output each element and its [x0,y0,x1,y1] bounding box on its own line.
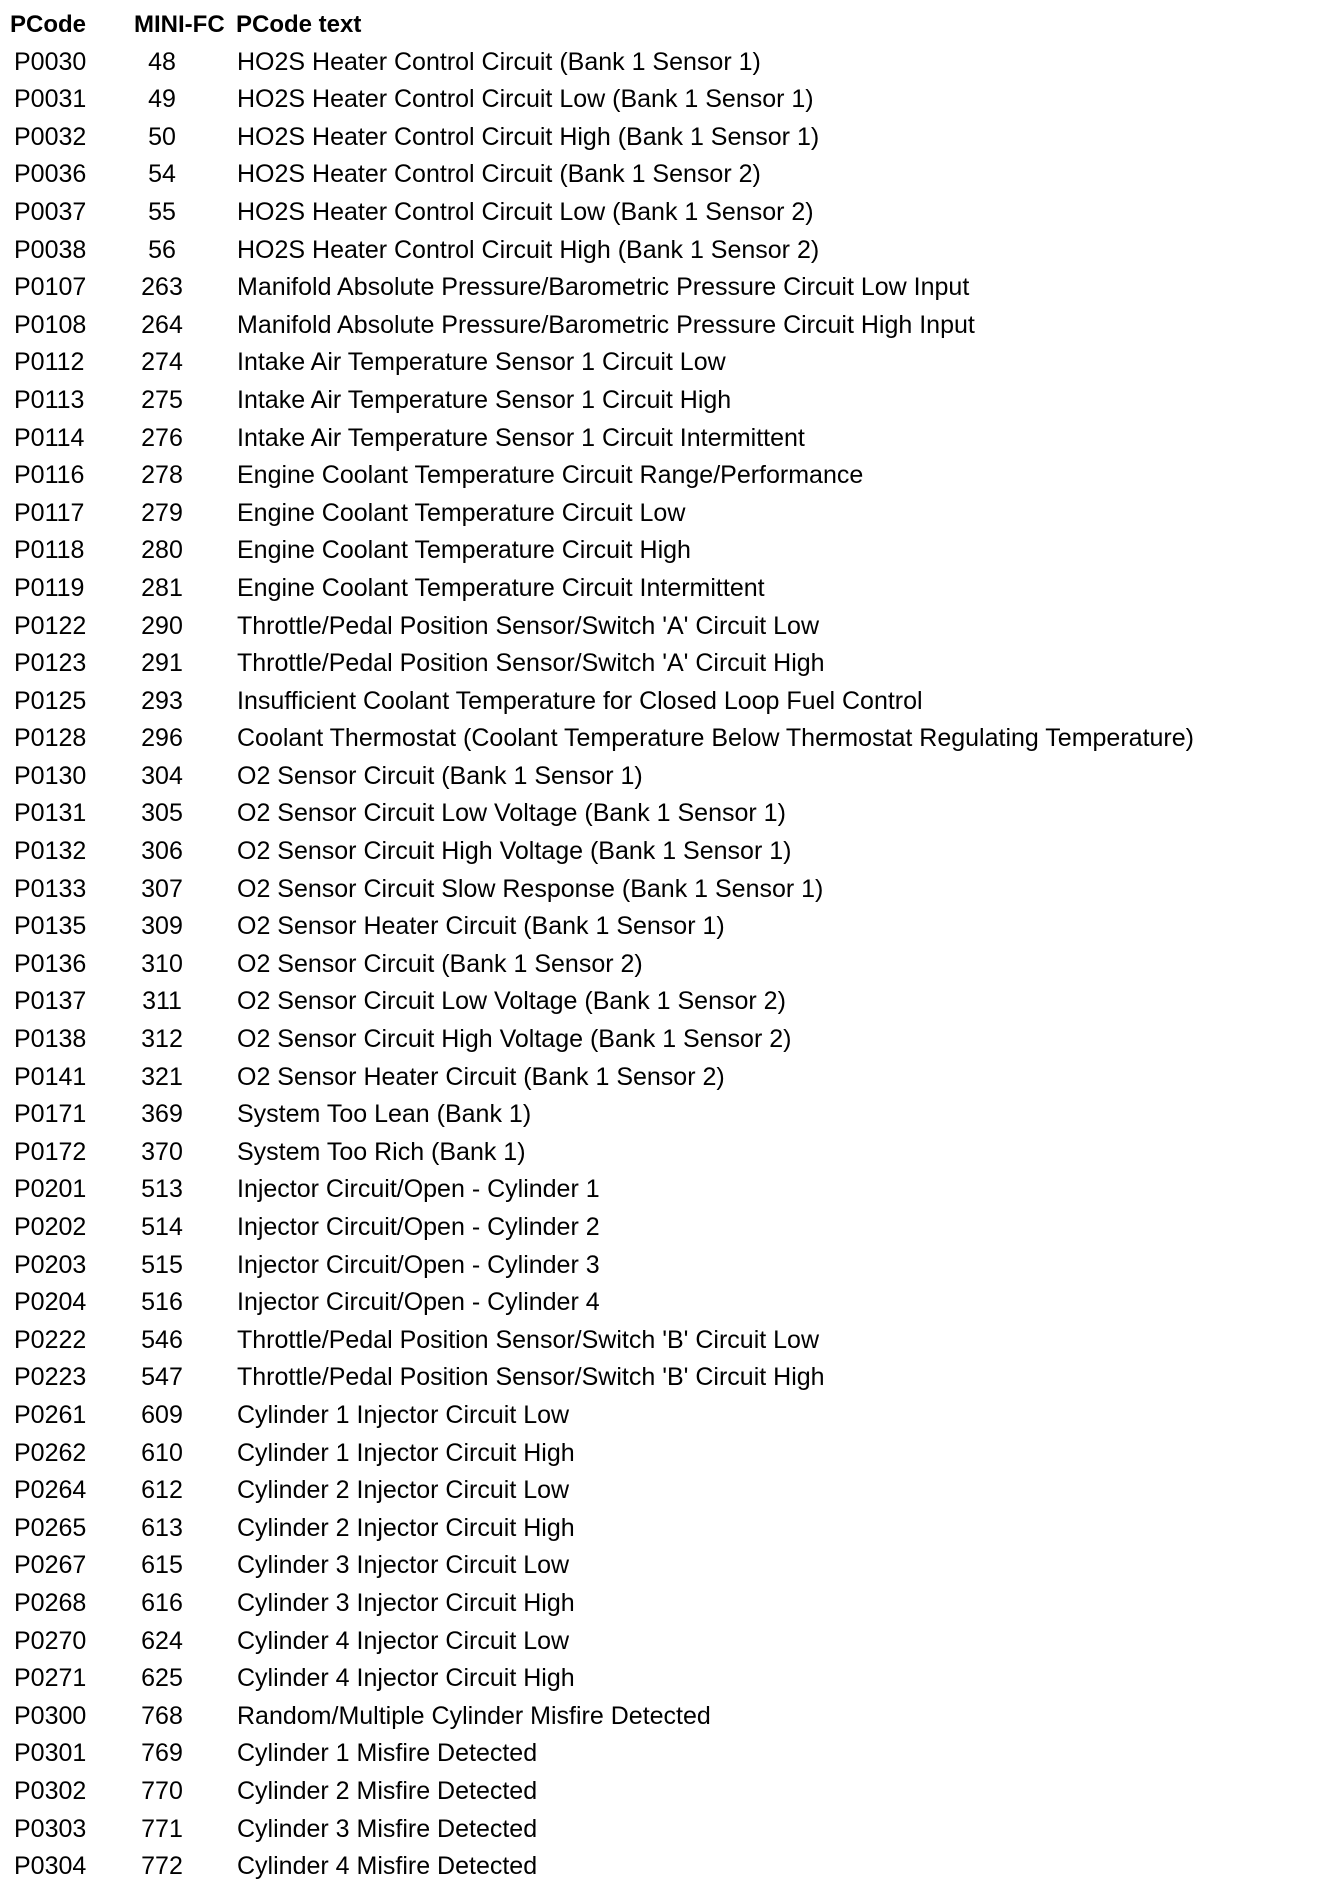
pcode-cell: P0038 [14,235,87,264]
pcode-cell: P0268 [14,1588,87,1617]
header-pcode-text: PCode text [236,11,362,38]
pcode-cell: P0222 [14,1325,87,1354]
pcode-cell: P0141 [14,1062,87,1091]
pcode-text-cell: Manifold Absolute Pressure/Barometric Pressure Circuit Low Input [237,273,970,302]
minifc-cell: 274 [141,348,183,377]
pcode-cell: P0130 [14,761,87,790]
pcode-cell: P0138 [14,1025,87,1054]
pcode-cell: P0203 [14,1250,87,1279]
minifc-cell: 369 [141,1100,183,1129]
minifc-cell: 370 [141,1137,183,1166]
pcode-text-cell: Engine Coolant Temperature Circuit Low [237,498,686,527]
pcode-text-cell: HO2S Heater Control Circuit (Bank 1 Sensor 1) [237,47,761,76]
pcode-cell: P0265 [14,1513,87,1542]
pcode-cell: P0223 [14,1363,87,1392]
pcode-cell: P0108 [14,310,87,339]
minifc-cell: 306 [141,837,183,866]
minifc-cell: 48 [148,47,176,76]
pcode-text-cell: Cylinder 3 Injector Circuit High [237,1588,575,1617]
minifc-cell: 280 [141,536,183,565]
pcode-text-cell: Injector Circuit/Open - Cylinder 1 [237,1175,600,1204]
pcode-text-cell: Throttle/Pedal Position Sensor/Switch 'A' Circuit Low [237,611,820,640]
minifc-cell: 610 [141,1438,183,1467]
pcode-cell: P0036 [14,160,87,189]
pcode-text-cell: Cylinder 2 Misfire Detected [237,1776,538,1805]
pcode-text-cell: Throttle/Pedal Position Sensor/Switch 'A' Circuit High [237,649,825,678]
pcode-cell: P0270 [14,1626,87,1655]
pcode-cell: P0128 [14,724,87,753]
minifc-cell: 281 [141,573,183,602]
pcode-text-cell: Random/Multiple Cylinder Misfire Detected [237,1701,711,1730]
pcode-cell: P0301 [14,1739,87,1768]
pcode-cell: P0303 [14,1814,87,1843]
pcode-cell: P0267 [14,1551,87,1580]
pcode-cell: P0131 [14,799,87,828]
pcode-text-cell: O2 Sensor Circuit Low Voltage (Bank 1 Sensor 2) [237,987,786,1016]
minifc-cell: 264 [141,310,183,339]
pcode-cell: P0201 [14,1175,87,1204]
header-minifc: MINI-FC [134,11,225,38]
header-pcode: PCode [10,11,87,38]
pcode-cell: P0113 [14,385,85,414]
pcode-text-cell: System Too Rich (Bank 1) [237,1137,526,1166]
pcode-cell: P0264 [14,1476,87,1505]
pcode-cell: P0202 [14,1213,87,1241]
pcode-text-cell: Cylinder 4 Injector Circuit High [237,1664,575,1693]
minifc-cell: 513 [141,1175,183,1204]
pcode-text-cell: Cylinder 4 Injector Circuit Low [237,1626,570,1655]
pcode-text-cell: Intake Air Temperature Sensor 1 Circuit Intermittent [237,423,805,452]
pcode-cell: P0302 [14,1776,87,1805]
pcode-text-cell: HO2S Heater Control Circuit Low (Bank 1 Sensor 1) [237,85,814,114]
pcode-cell: P0137 [14,987,87,1016]
pcode-text-cell: Insufficient Coolant Temperature for Closed Loop Fuel Control [237,686,923,715]
pcode-text-cell: Cylinder 3 Injector Circuit Low [237,1551,570,1580]
pcode-text-cell: Engine Coolant Temperature Circuit Range/Performance [237,461,864,490]
pcode-cell: P0262 [14,1438,87,1467]
minifc-cell: 613 [141,1513,183,1542]
minifc-cell: 275 [141,385,183,414]
pcode-text-cell: Cylinder 1 Injector Circuit High [237,1438,575,1467]
minifc-cell: 321 [141,1062,183,1091]
pcode-text-cell: O2 Sensor Circuit Slow Response (Bank 1 Sensor 1) [237,874,824,903]
minifc-cell: 624 [141,1626,183,1655]
minifc-cell: 515 [141,1250,183,1279]
pcode-cell: P0171 [14,1100,87,1129]
pcode-text-cell: Injector Circuit/Open - Cylinder 2 [237,1213,600,1241]
pcode-text-cell: Manifold Absolute Pressure/Barometric Pressure Circuit High Input [237,310,975,339]
minifc-cell: 772 [141,1852,183,1881]
minifc-cell: 312 [141,1025,183,1054]
pcode-text-cell: System Too Lean (Bank 1) [237,1100,532,1129]
minifc-cell: 293 [141,686,183,715]
minifc-cell: 263 [141,273,183,302]
minifc-cell: 768 [141,1701,183,1730]
minifc-cell: 307 [141,874,183,903]
pcode-text-cell: Coolant Thermostat (Coolant Temperature Below Thermostat Regulating Temperature) [237,724,1194,753]
minifc-cell: 278 [141,461,183,490]
minifc-cell: 547 [141,1363,183,1392]
minifc-cell: 609 [141,1400,183,1429]
minifc-cell: 304 [141,761,183,790]
minifc-cell: 769 [141,1739,183,1768]
minifc-cell: 625 [141,1664,183,1693]
pcode-text-cell: Engine Coolant Temperature Circuit Intermittent [237,573,765,602]
pcode-cell: P0112 [14,348,85,377]
pcode-text-cell: O2 Sensor Circuit High Voltage (Bank 1 Sensor 1) [237,837,792,866]
pcode-cell: P0304 [14,1852,87,1881]
pcode-text-cell: Cylinder 2 Injector Circuit High [237,1513,575,1542]
pcode-text-cell: HO2S Heater Control Circuit (Bank 1 Sensor 2) [237,160,761,189]
pcode-text-cell: Injector Circuit/Open - Cylinder 3 [237,1250,600,1279]
pcode-cell: P0261 [14,1400,87,1429]
pcode-text-cell: Intake Air Temperature Sensor 1 Circuit High [237,385,732,414]
pcode-text-cell: Cylinder 3 Misfire Detected [237,1814,538,1843]
pcode-text-cell: HO2S Heater Control Circuit Low (Bank 1 Sensor 2) [237,197,814,226]
pcode-text-cell: O2 Sensor Circuit High Voltage (Bank 1 Sensor 2) [237,1025,792,1054]
pcode-cell: P0107 [14,273,87,302]
pcode-text-cell: Injector Circuit/Open - Cylinder 4 [237,1288,600,1317]
pcode-text-cell: O2 Sensor Circuit (Bank 1 Sensor 2) [237,949,643,978]
pcode-text-cell: Cylinder 2 Injector Circuit Low [237,1476,570,1505]
pcode-text-cell: O2 Sensor Circuit (Bank 1 Sensor 1) [237,761,643,790]
minifc-cell: 54 [148,160,176,189]
pcode-cell: P0300 [14,1701,87,1730]
minifc-cell: 55 [148,197,176,226]
pcode-cell: P0133 [14,874,87,903]
pcode-text-cell: Throttle/Pedal Position Sensor/Switch 'B' Circuit High [237,1363,825,1392]
pcode-text-cell: O2 Sensor Circuit Low Voltage (Bank 1 Sensor 1) [237,799,786,828]
minifc-cell: 290 [141,611,183,640]
minifc-cell: 311 [142,987,182,1016]
minifc-cell: 546 [141,1325,183,1354]
pcode-cell: P0125 [14,686,87,715]
pcode-text-cell: Cylinder 1 Injector Circuit Low [237,1400,570,1429]
minifc-cell: 305 [141,799,183,828]
pcode-cell: P0136 [14,949,87,978]
pcode-cell: P0135 [14,912,87,941]
pcode-cell: P0114 [14,423,85,452]
minifc-cell: 514 [141,1213,183,1241]
pcode-text-cell: Cylinder 1 Misfire Detected [237,1739,538,1768]
minifc-cell: 291 [141,649,183,678]
pcode-cell: P0204 [14,1288,87,1317]
minifc-cell: 56 [148,235,176,264]
minifc-cell: 616 [141,1588,183,1617]
minifc-cell: 49 [148,85,176,114]
minifc-cell: 615 [141,1551,183,1580]
pcode-cell: P0172 [14,1137,87,1166]
minifc-cell: 771 [141,1814,183,1843]
pcode-text-cell: O2 Sensor Heater Circuit (Bank 1 Sensor 2) [237,1062,725,1091]
pcode-cell: P0123 [14,649,87,678]
minifc-cell: 612 [141,1476,183,1505]
minifc-cell: 309 [141,912,183,941]
pcode-text-cell: Cylinder 4 Misfire Detected [237,1852,538,1881]
pcode-text-cell: Engine Coolant Temperature Circuit High [237,536,691,565]
pcode-cell: P0037 [14,197,87,226]
minifc-cell: 279 [141,498,183,527]
minifc-cell: 516 [141,1288,183,1317]
pcode-text-cell: Throttle/Pedal Position Sensor/Switch 'B' Circuit Low [237,1325,820,1354]
pcode-cell: P0118 [14,536,85,565]
minifc-cell: 310 [141,949,183,978]
pcode-text-cell: O2 Sensor Heater Circuit (Bank 1 Sensor 1) [237,912,725,941]
pcode-cell: P0132 [14,837,87,866]
minifc-cell: 50 [148,122,176,151]
pcode-cell: P0119 [14,573,85,602]
pcode-cell: P0117 [14,498,85,527]
pcode-text-cell: HO2S Heater Control Circuit High (Bank 1 Sensor 2) [237,235,820,264]
pcode-cell: P0032 [14,122,87,151]
minifc-cell: 770 [141,1776,183,1805]
pcode-cell: P0116 [14,461,85,490]
minifc-cell: 296 [141,724,183,753]
pcode-cell: P0031 [14,85,87,114]
pcode-cell: P0030 [14,47,87,76]
minifc-cell: 276 [141,423,183,452]
pcode-cell: P0271 [14,1664,87,1693]
pcode-text-cell: Intake Air Temperature Sensor 1 Circuit Low [237,348,726,377]
pcode-cell: P0122 [14,611,87,640]
pcode-text-cell: HO2S Heater Control Circuit High (Bank 1 Sensor 1) [237,122,820,151]
